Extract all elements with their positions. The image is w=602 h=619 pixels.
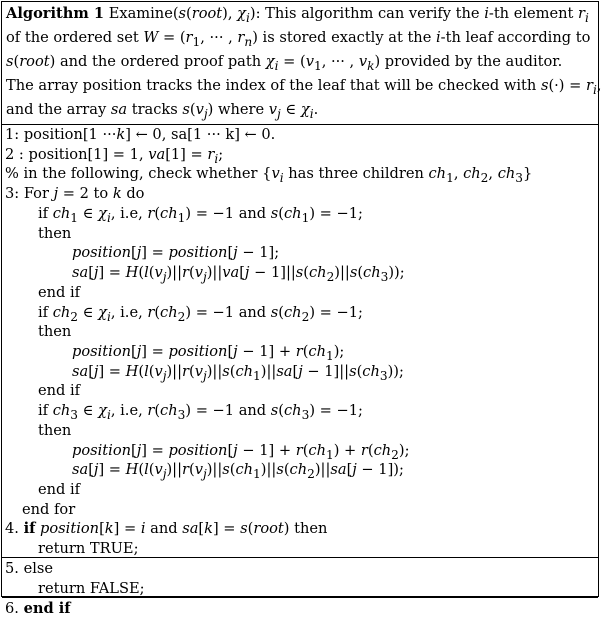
rule-1 bbox=[2, 557, 598, 558]
caption-line-3: s(root) and the ordered proof path $\chi_i = (v_1$, ··· , $v_k$) provided by the auditor. bbox=[6, 52, 563, 73]
then-2: then bbox=[38, 323, 72, 340]
line-4-if: 4. if position[k] = i and sa[k] = s(root) then bbox=[5, 520, 328, 537]
end-if-2: end if bbox=[38, 382, 81, 399]
line-3-for: 3: For j = 2 to k do bbox=[5, 185, 145, 202]
end-if-3: end if bbox=[38, 481, 81, 498]
position-assign-3: position[j] = position[j − $1] + r(ch_1) + r(ch_2)$; bbox=[72, 442, 410, 462]
line-5-else: 5. else bbox=[5, 560, 53, 577]
rule-2 bbox=[2, 597, 598, 598]
if-ch1: if $ch_1$ ∈ $\chi_i$, i.e, $r(ch_1) = -1$ and $s(ch_1) = -1$; bbox=[38, 205, 363, 225]
caption-line-4: The array position tracks the index of the leaf that will be checked with $s(\cdot) = r_i$, bbox=[6, 76, 602, 97]
return-true: return TRUE; bbox=[38, 540, 139, 557]
caption-line-1: Algorithm 1 Examine(s(root), $\chi_i$): This algorithm can verify the i-th element $r_i$ bbox=[6, 5, 589, 25]
caption-line-5: and the array sa tracks $s(v_j)$ where $v_j$ ∈ $\chi_i$. bbox=[6, 100, 319, 121]
line-1: 1: position[1 ···k] ← 0, sa[1 ··· k] ← 0. bbox=[5, 126, 276, 143]
sa-assign-1: $sa[j] = H(l(v_j)||r(v_j)||va[j - 1]||s(ch_2)||s(ch_3))$; bbox=[72, 264, 405, 284]
position-assign-2: position[j] = position[j − $1] + r(ch_1)$; bbox=[72, 343, 345, 363]
algorithm-box bbox=[1, 1, 602, 617]
position-assign-1: position[j] = position[j − 1]; bbox=[72, 244, 280, 261]
comment-line: % in the following, check whether {$v_i$ has three children $ch_1$, $ch_2$, $ch_3$} bbox=[5, 165, 533, 185]
if-ch2: if $ch_2$ ∈ $\chi_i$, i.e, $r(ch_2) = -1$ and $s(ch_2) = -1$; bbox=[38, 304, 363, 324]
return-false: return FALSE; bbox=[38, 580, 145, 597]
sa-assign-2: $sa[j] = H(l(v_j)||r(v_j)||s(ch_1)||sa[j - 1]||s(ch_3))$; bbox=[72, 363, 404, 383]
line-2: 2 : position[1] = 1, $va[1] = r_i$; bbox=[5, 146, 224, 166]
then-3: then bbox=[38, 422, 72, 439]
caption-line-2: of the ordered set $W = (r_1$, ··· , $r_n$) is stored exactly at the i-th leaf according to bbox=[6, 28, 591, 49]
sa-assign-3: $sa[j] = H(l(v_j)||r(v_j)||s(ch_1)||s(ch_2)||sa[j - 1])$; bbox=[72, 461, 404, 481]
if-ch3: if $ch_3$ ∈ $\chi_i$, i.e, $r(ch_3) = -1$ and $s(ch_3) = -1$; bbox=[38, 402, 363, 422]
then-1: then bbox=[38, 225, 72, 242]
algorithm-caption bbox=[2, 2, 602, 125]
line-6-end-if: 6. end if bbox=[5, 600, 71, 617]
end-if-1: end if bbox=[38, 284, 81, 301]
end-for: end for bbox=[22, 501, 76, 518]
